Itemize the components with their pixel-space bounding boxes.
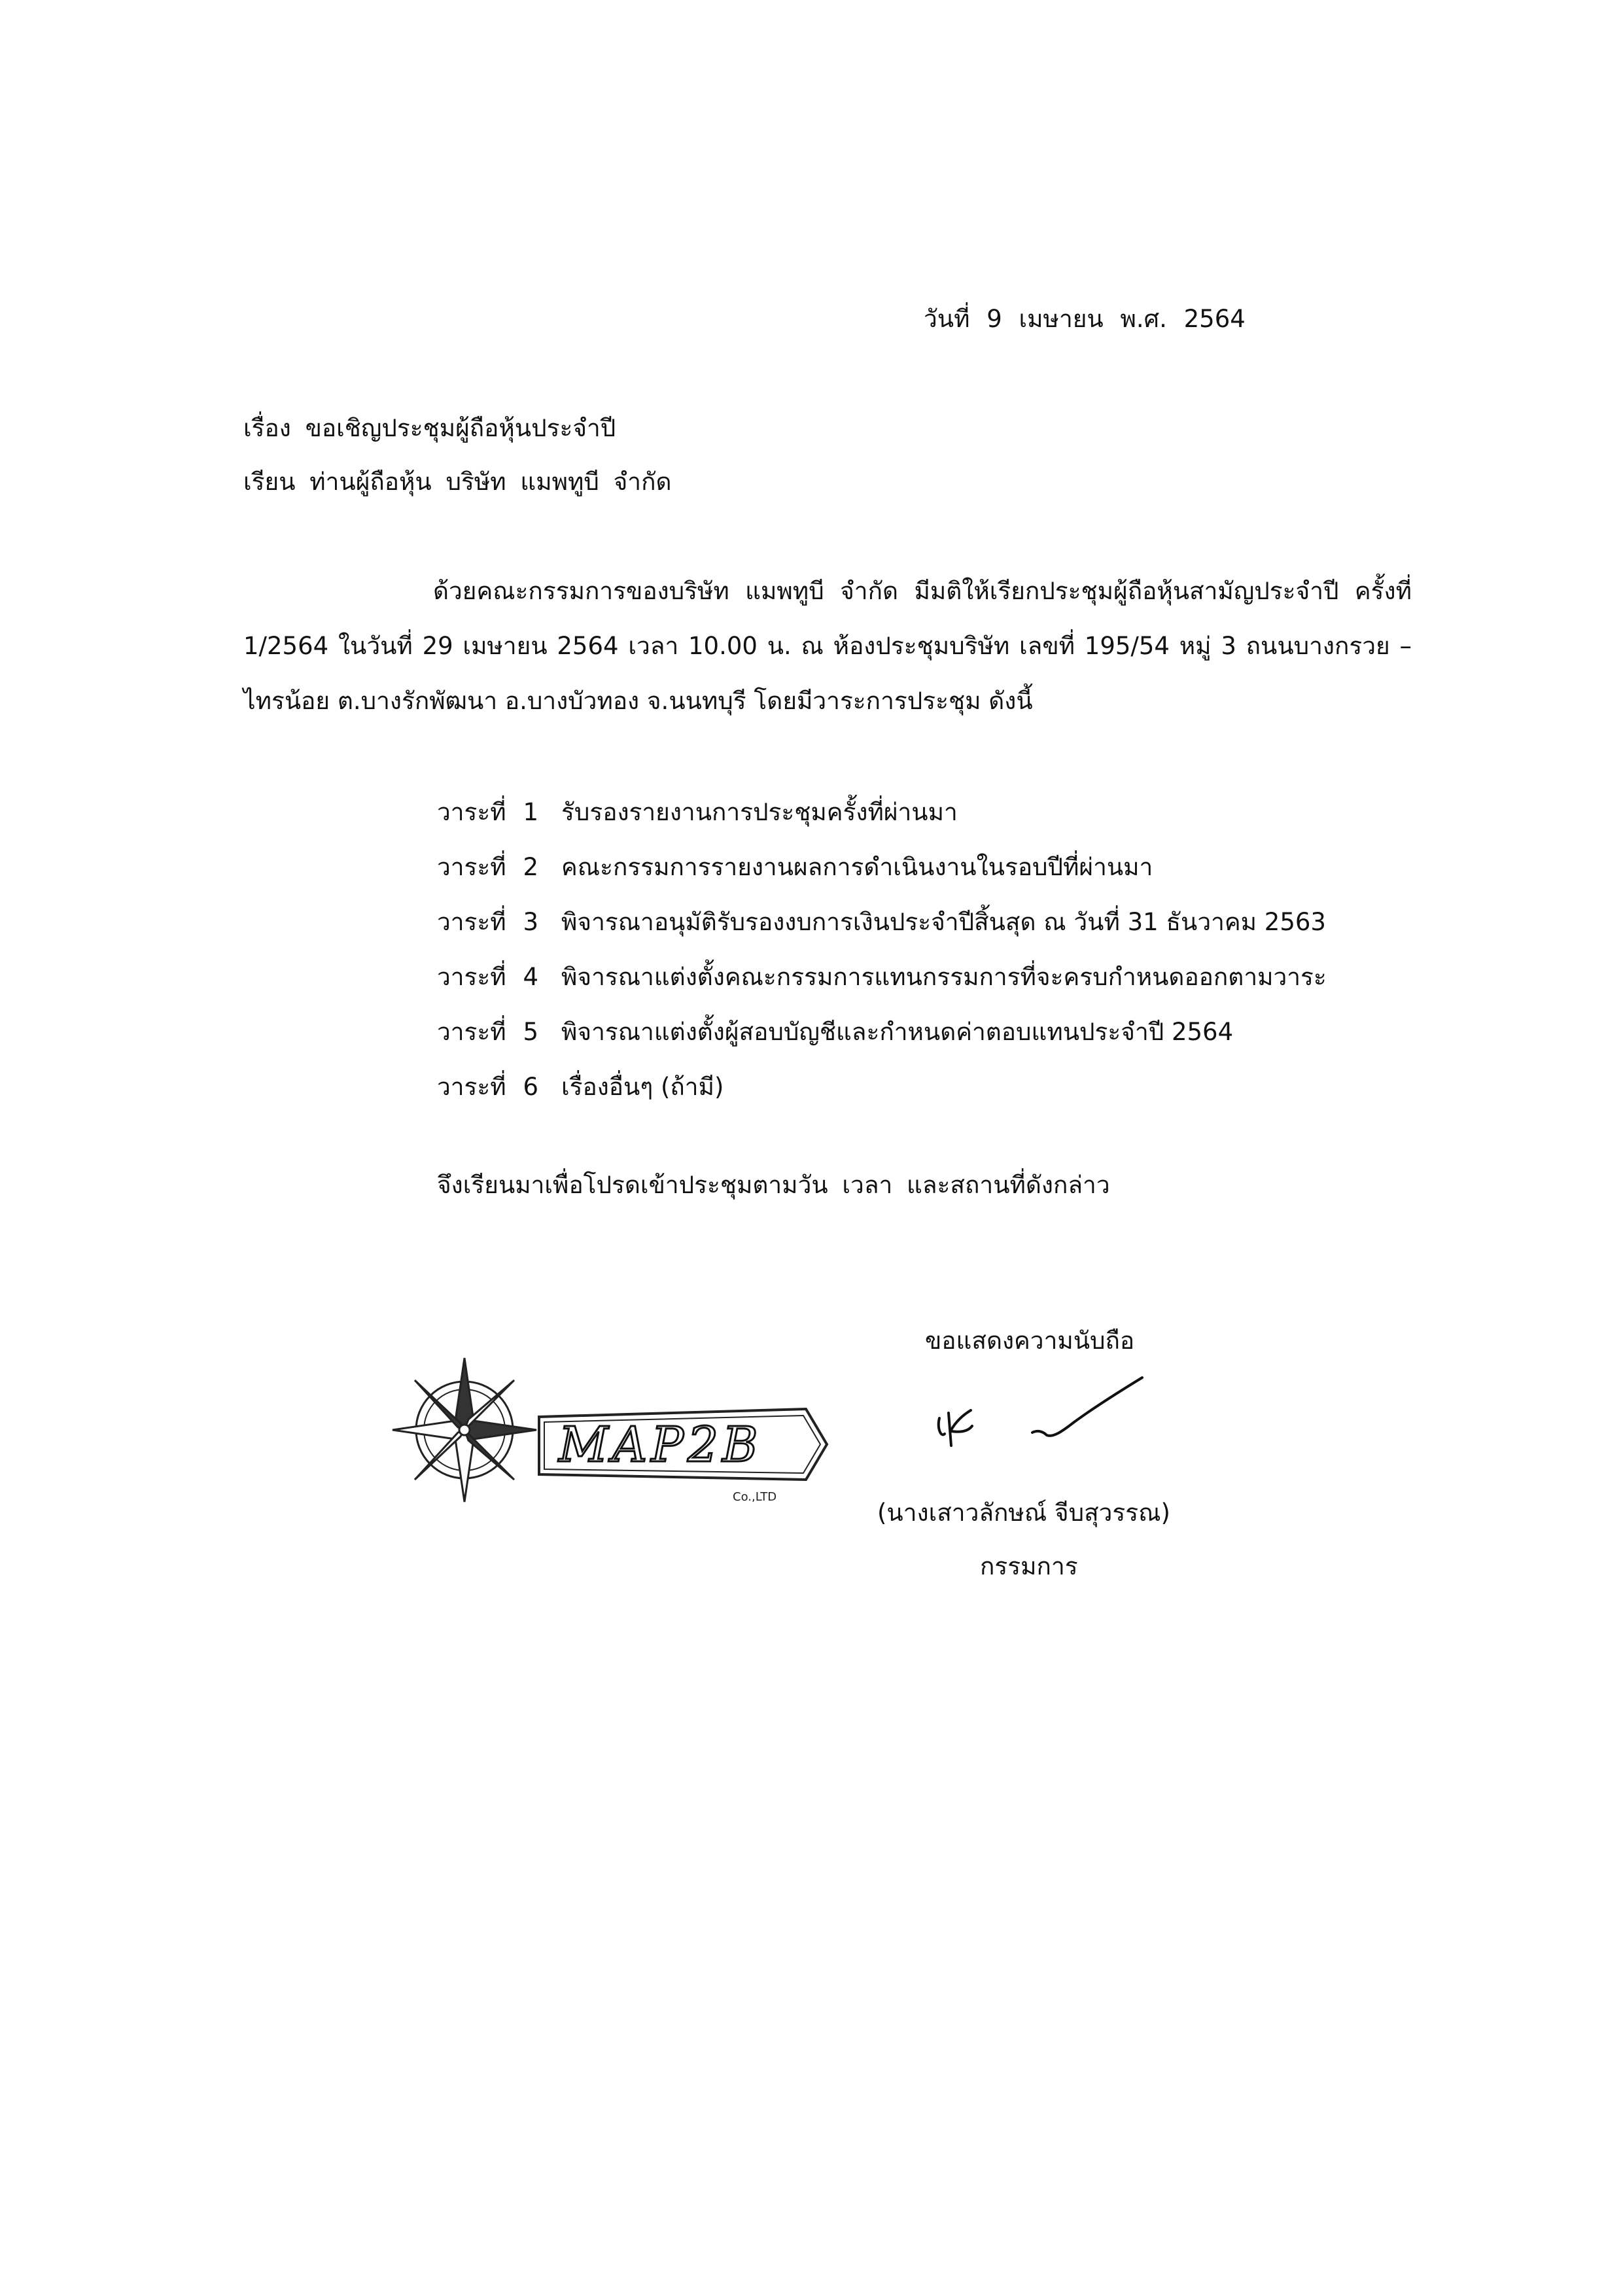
agenda-text: เรื่องอื่นๆ (ถ้ามี) bbox=[561, 1073, 724, 1101]
letter-date: วันที่ 9 เมษายน พ.ศ. 2564 bbox=[924, 305, 1246, 333]
letter-body-text: ด้วยคณะกรรมการของบริษัท แมพทูบี จำกัด มีมติให้เรียกประชุมผู้ถือหุ้นสามัญประจำปี ครั้งที่ 1/2564 ในวันที่ 29 เมษายน 2564 เวลา 10.00 น. ณ ห้องประชุมบริษัท เลขที่ 195/54 หมู่ 3 ถนนบางกรวย – ไทรน้อย ต.บางรักพัฒนา อ.บางบัวทอง จ.นนทบุรี โดยมีวาระการประชุม ดังนี้ bbox=[243, 577, 1412, 715]
agenda-text: พิจารณาแต่งตั้งผู้สอบบัญชีและกำหนดค่าตอบแทนประจำปี 2564 bbox=[561, 1018, 1234, 1046]
agenda-number: วาระที่ 6 bbox=[437, 1073, 538, 1101]
agenda-number: วาระที่ 3 bbox=[437, 908, 538, 936]
signer-title: กรรมการ bbox=[980, 1552, 1078, 1580]
signer-name: (นางเสาวลักษณ์ จีบสุวรรณ) bbox=[877, 1499, 1170, 1527]
letter-body bbox=[243, 564, 1412, 729]
agenda-item bbox=[437, 1060, 1327, 1115]
seal-suffix-text: Co.,LTD bbox=[733, 1490, 777, 1504]
agenda-number: วาระที่ 4 bbox=[437, 963, 538, 991]
agenda-item bbox=[437, 895, 1327, 950]
agenda-text: พิจารณาแต่งตั้งคณะกรรมการแทนกรรมการที่จะครบกำหนดออกตามวาระ bbox=[561, 963, 1327, 991]
seal-brand-text: MAP2B bbox=[559, 1417, 762, 1473]
closing-sentence: จึงเรียนมาเพื่อโปรดเข้าประชุมตามวัน เวลา และสถานที่ดังกล่าว bbox=[437, 1171, 1110, 1199]
agenda-text: รับรองรายงานการประชุมครั้งที่ผ่านมา bbox=[561, 798, 958, 826]
letter-recipient: เรียน ท่านผู้ถือหุ้น บริษัท แมพทูบี จำกัด bbox=[243, 468, 672, 496]
letter-subject: เรื่อง ขอเชิญประชุมผู้ถือหุ้นประจำปี bbox=[243, 414, 616, 442]
handwritten-signature bbox=[934, 1367, 1150, 1452]
agenda-number: วาระที่ 2 bbox=[437, 853, 538, 881]
regards-line: ขอแสดงความนับถือ bbox=[925, 1327, 1135, 1355]
agenda-list bbox=[437, 785, 1327, 1115]
agenda-number: วาระที่ 1 bbox=[437, 798, 538, 826]
agenda-item bbox=[437, 1005, 1327, 1060]
agenda-item bbox=[437, 950, 1327, 1005]
agenda-text: พิจารณาอนุมัติรับรองงบการเงินประจำปีสิ้นสุด ณ วันที่ 31 ธันวาคม 2563 bbox=[561, 908, 1326, 936]
agenda-item bbox=[437, 840, 1327, 895]
company-seal bbox=[387, 1346, 857, 1523]
agenda-number: วาระที่ 5 bbox=[437, 1018, 538, 1046]
agenda-item bbox=[437, 785, 1327, 840]
agenda-text: คณะกรรมการรายงานผลการดำเนินงานในรอบปีที่ผ่านมา bbox=[561, 853, 1153, 881]
compass-rose-icon bbox=[393, 1358, 536, 1502]
